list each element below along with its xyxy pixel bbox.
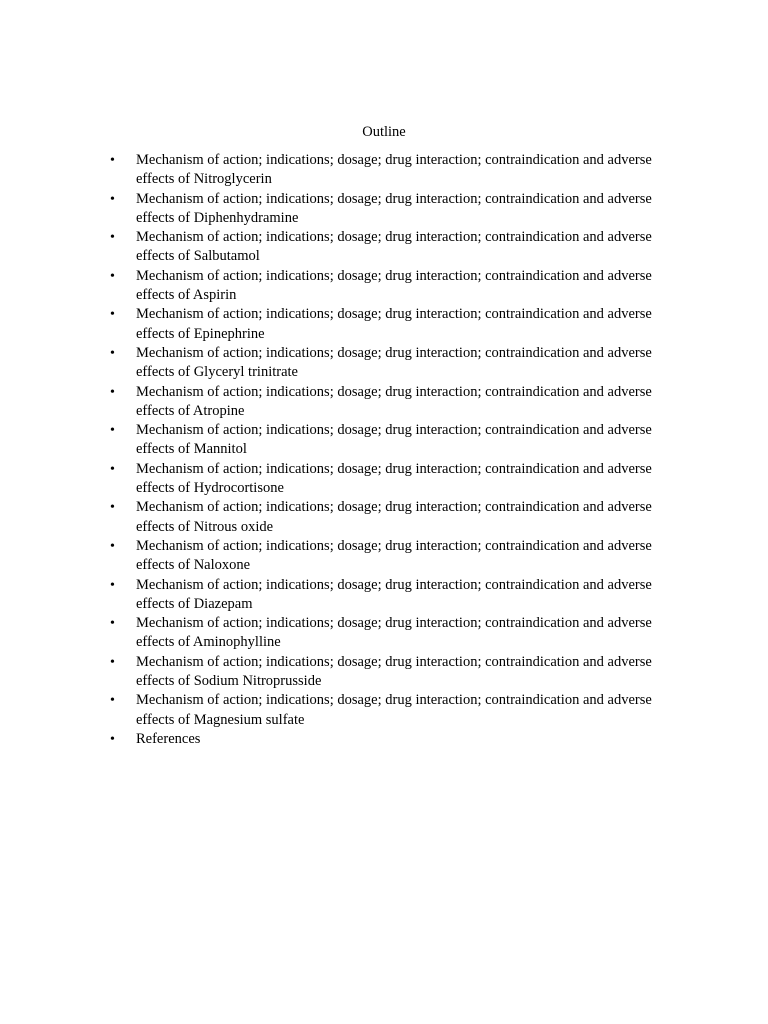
page-title: Outline bbox=[362, 124, 406, 140]
list-item-text: Mechanism of action; indications; dosage; drug interaction; contraindication and adverse effects of Naloxone bbox=[136, 537, 652, 574]
list-item-text: Mechanism of action; indications; dosage; drug interaction; contraindication and adverse effects of Nitroglycerin bbox=[136, 152, 652, 188]
list-item bbox=[110, 653, 680, 692]
outline-list bbox=[110, 151, 680, 749]
bullet-icon: • bbox=[110, 423, 115, 439]
list-item bbox=[110, 228, 680, 267]
list-item-text: Mechanism of action; indications; dosage; drug interaction; contraindication and adverse effects of Nitrous oxide bbox=[136, 499, 652, 535]
bullet-icon: • bbox=[110, 500, 115, 516]
list-item-text: Mechanism of action; indications; dosage; drug interaction; contraindication and adverse effects of Epinephrine bbox=[136, 306, 652, 342]
list-item bbox=[110, 576, 680, 615]
bullet-icon: • bbox=[110, 577, 115, 593]
list-item-text: Mechanism of action; indications; dosage; drug interaction; contraindication and adverse effects of Diazepam bbox=[136, 576, 652, 612]
list-item bbox=[110, 421, 680, 460]
bullet-icon: • bbox=[110, 191, 115, 207]
bullet-icon: • bbox=[110, 538, 115, 554]
bullet-icon: • bbox=[110, 230, 115, 246]
bullet-icon: • bbox=[110, 731, 115, 747]
list-item bbox=[110, 691, 680, 730]
list-item-text: Mechanism of action; indications; dosage; drug interaction; contraindication and adverse effects of Sodium Nitroprusside bbox=[136, 653, 652, 690]
list-item-text: Mechanism of action; indications; dosage; drug interaction; contraindication and adverse effects of Mannitol bbox=[136, 422, 652, 458]
list-item bbox=[110, 614, 680, 653]
list-item bbox=[110, 344, 680, 383]
bullet-icon: • bbox=[110, 384, 115, 400]
bullet-icon: • bbox=[110, 268, 115, 284]
list-item bbox=[110, 537, 680, 576]
bullet-icon: • bbox=[110, 345, 115, 361]
list-item bbox=[110, 267, 680, 306]
list-item-text: Mechanism of action; indications; dosage; drug interaction; contraindication and adverse effects of Magnesium sulfate bbox=[136, 692, 652, 728]
list-item bbox=[110, 383, 680, 422]
list-item bbox=[110, 151, 680, 190]
list-item-text: Mechanism of action; indications; dosage; drug interaction; contraindication and adverse effects of Hydrocortisone bbox=[136, 460, 652, 497]
bullet-icon: • bbox=[110, 654, 115, 670]
list-item-text: References bbox=[136, 730, 201, 747]
bullet-icon: • bbox=[110, 616, 115, 632]
bullet-icon: • bbox=[110, 693, 115, 709]
list-item-text: Mechanism of action; indications; dosage; drug interaction; contraindication and adverse effects of Aminophylline bbox=[136, 615, 652, 651]
list-item-text: Mechanism of action; indications; dosage; drug interaction; contraindication and adverse effects of Atropine bbox=[136, 383, 652, 419]
list-item bbox=[110, 460, 680, 499]
list-item-text: Mechanism of action; indications; dosage; drug interaction; contraindication and adverse effects of Diphenhydramine bbox=[136, 190, 652, 226]
list-item-text: Mechanism of action; indications; dosage; drug interaction; contraindication and adverse effects of Glyceryl trinitrate bbox=[136, 344, 652, 381]
list-item bbox=[110, 498, 680, 537]
list-item bbox=[110, 305, 680, 344]
bullet-icon: • bbox=[110, 153, 115, 168]
list-item bbox=[110, 190, 680, 229]
bullet-icon: • bbox=[110, 307, 115, 323]
list-item-text: Mechanism of action; indications; dosage; drug interaction; contraindication and adverse effects of Salbutamol bbox=[136, 229, 652, 265]
bullet-icon: • bbox=[110, 461, 115, 477]
list-item bbox=[110, 730, 680, 749]
list-item-text: Mechanism of action; indications; dosage; drug interaction; contraindication and adverse effects of Aspirin bbox=[136, 267, 652, 304]
